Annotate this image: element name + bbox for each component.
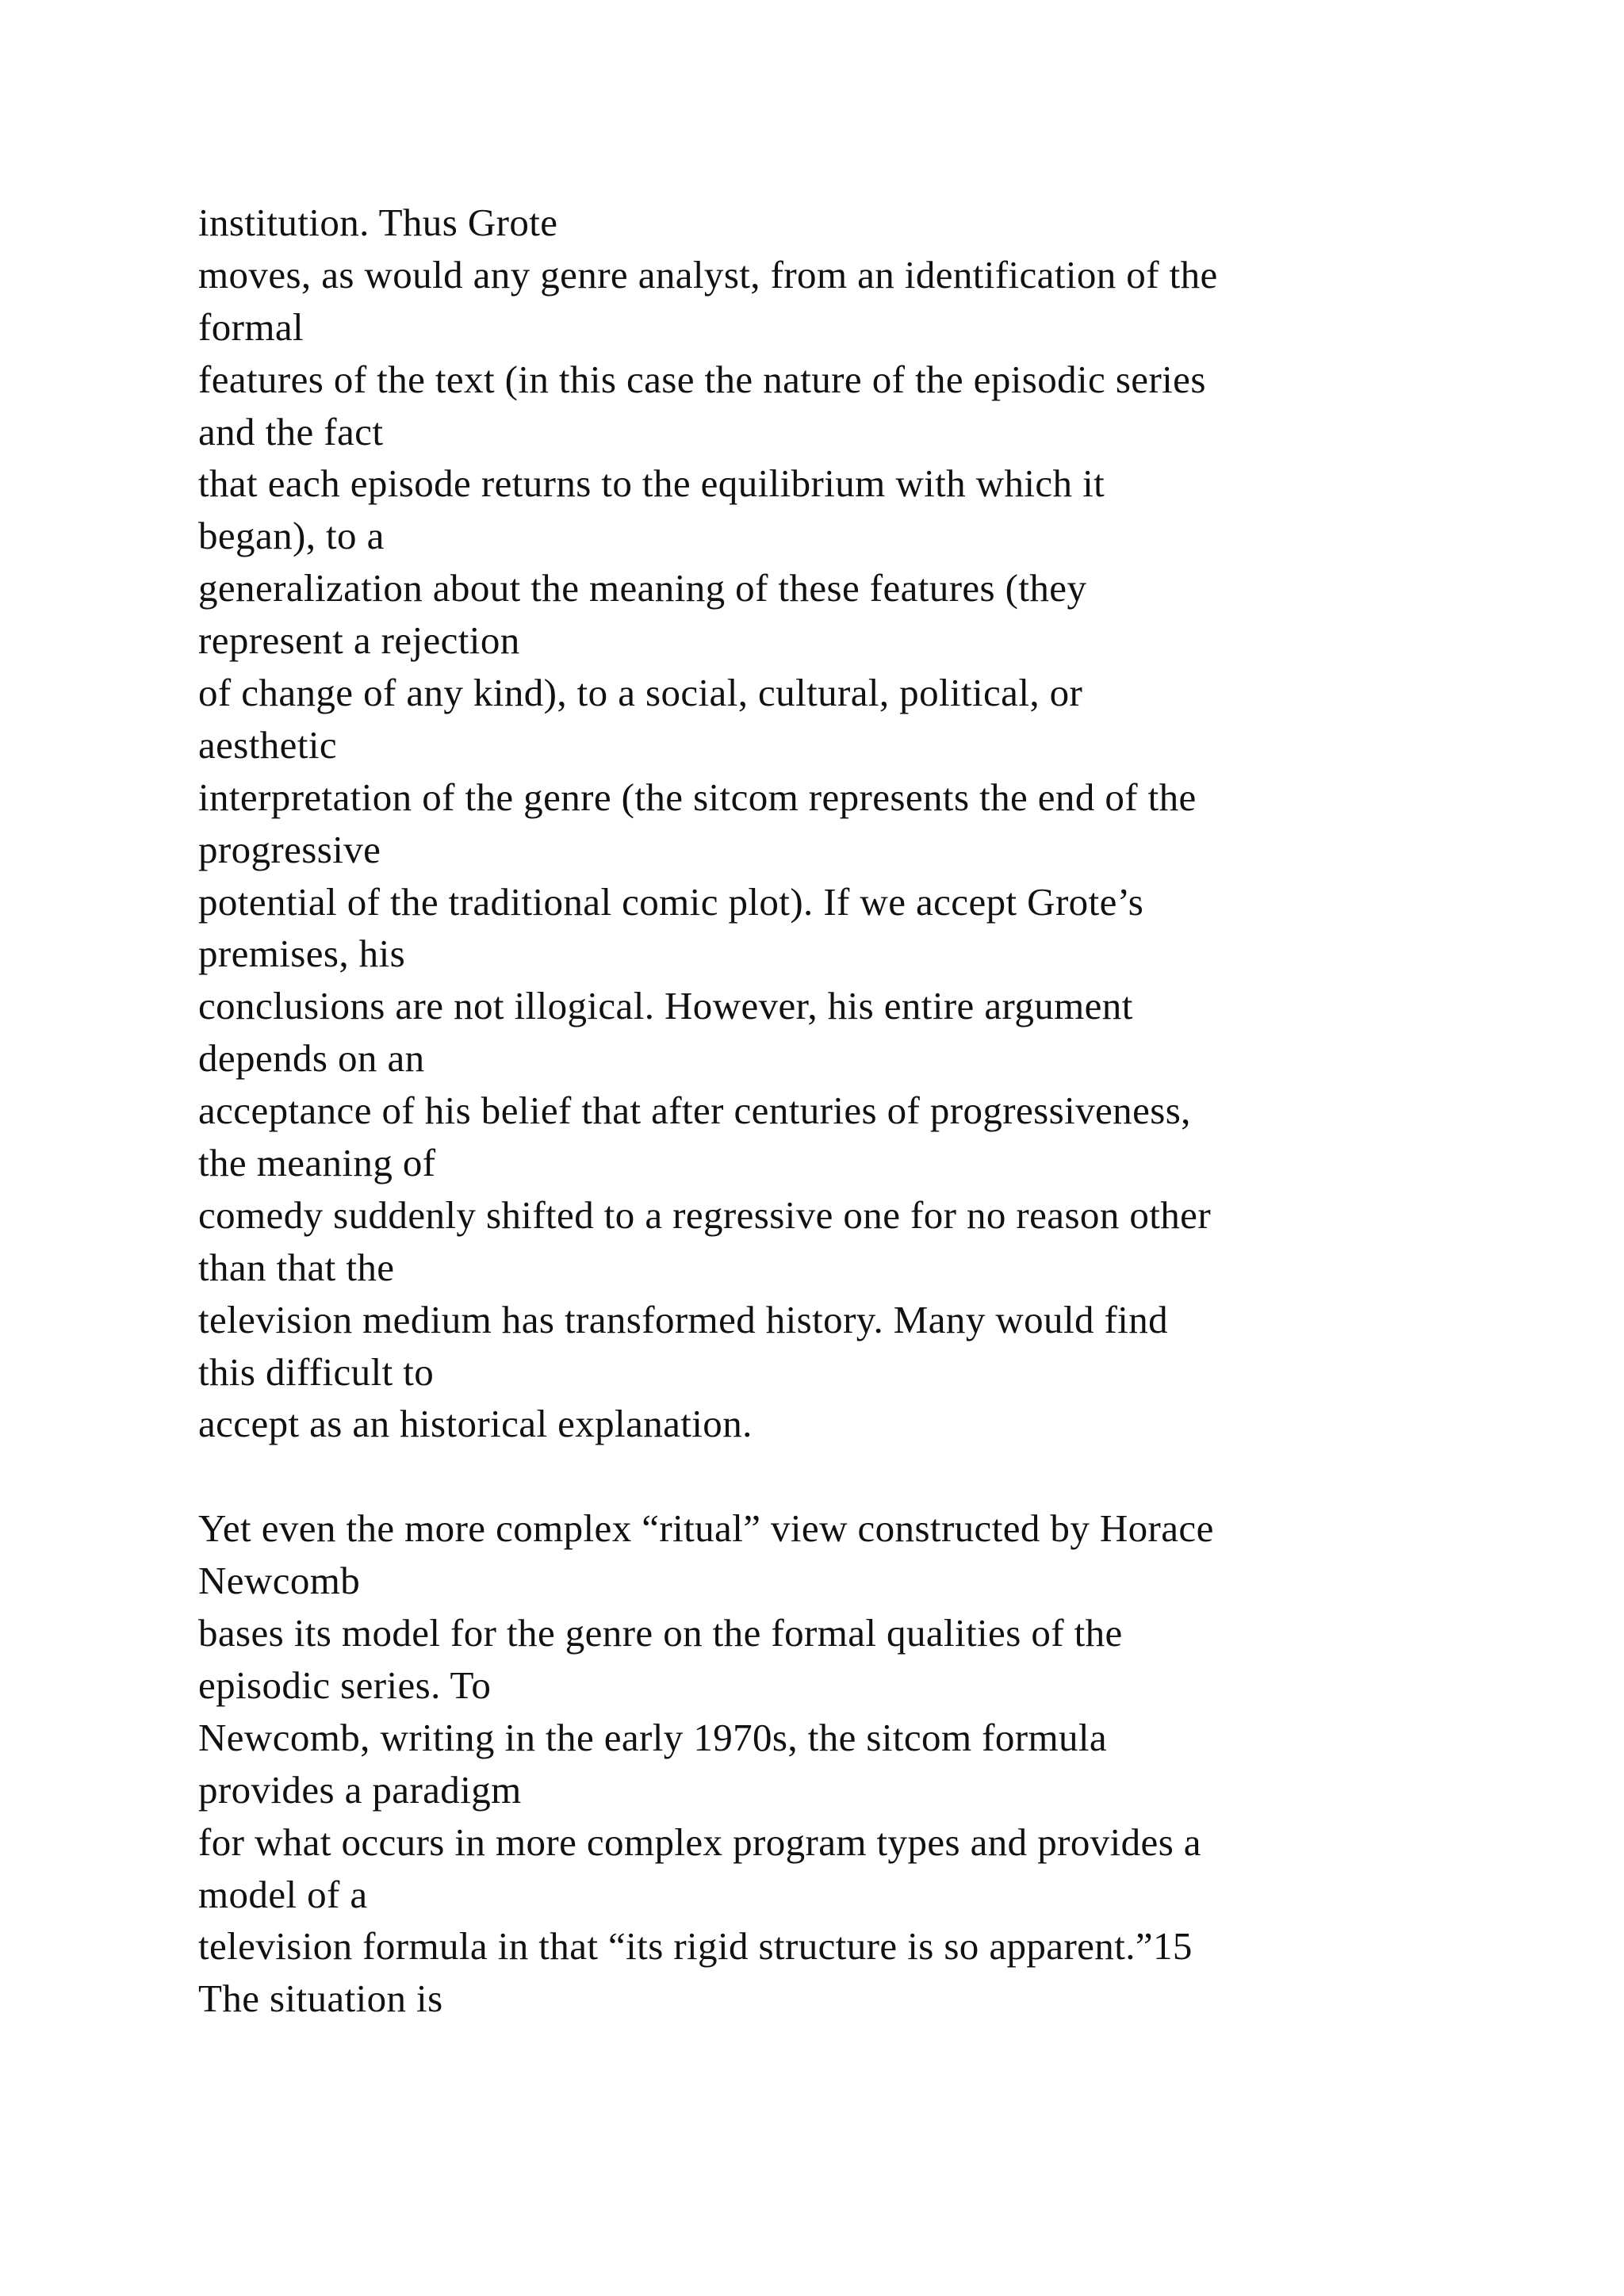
text-line: acceptance of his belief that after centuries of progressiveness, [198, 1089, 1191, 1133]
paragraph [198, 197, 1499, 1450]
text-line: provides a paradigm [198, 1767, 522, 1812]
text-line: model of a [198, 1872, 368, 1916]
text-line: formal [198, 304, 304, 349]
text-line: television medium has transformed history. Many would find [198, 1297, 1169, 1341]
text-line: bases its model for the genre on the formal qualities of the [198, 1611, 1123, 1655]
text-line: The situation is [198, 1976, 443, 2021]
text-line: moves, as would any genre analyst, from an identification of the [198, 252, 1218, 297]
text-line: episodic series. To [198, 1663, 492, 1707]
text-line: comedy suddenly shifted to a regressive one for no reason other [198, 1192, 1212, 1237]
text-line: conclusions are not illogical. However, his entire argument [198, 984, 1133, 1028]
text-line: than that the [198, 1245, 395, 1289]
text-line: interpretation of the genre (the sitcom represents the end of the [198, 775, 1197, 819]
paragraph [198, 1502, 1499, 2025]
text-line: this difficult to [198, 1349, 435, 1394]
text-line: that each episode returns to the equilibrium with which it [198, 461, 1105, 506]
text-line: and the fact [198, 409, 384, 453]
text-line: progressive [198, 827, 381, 871]
text-line: of change of any kind), to a social, cultural, political, or [198, 671, 1083, 715]
text-line: generalization about the meaning of these features (they [198, 566, 1087, 610]
text-line: accept as an historical explanation. [198, 1402, 753, 1446]
text-line: the meaning of [198, 1141, 436, 1185]
paragraph-gap [198, 1450, 1499, 1502]
text-line: institution. Thus Grote [198, 201, 558, 244]
text-line: for what occurs in more complex program types and provides a [198, 1820, 1201, 1864]
text-line: began), to a [198, 514, 385, 558]
text-line: depends on an [198, 1036, 425, 1081]
text-line: potential of the traditional comic plot). If we accept Grote’s [198, 879, 1144, 924]
text-line: premises, his [198, 932, 406, 976]
text-line: Yet even the more complex “ritual” view constructed by Horace [198, 1506, 1214, 1551]
text-line: represent a rejection [198, 618, 520, 663]
text-line: features of the text (in this case the nature of the episodic series [198, 357, 1206, 401]
body-text [198, 197, 1499, 2025]
text-line: aesthetic [198, 722, 338, 767]
text-line: Newcomb, writing in the early 1970s, the sitcom formula [198, 1715, 1108, 1759]
text-line: Newcomb [198, 1559, 361, 1603]
text-line: television formula in that “its rigid structure is so apparent.”15 [198, 1924, 1193, 1969]
